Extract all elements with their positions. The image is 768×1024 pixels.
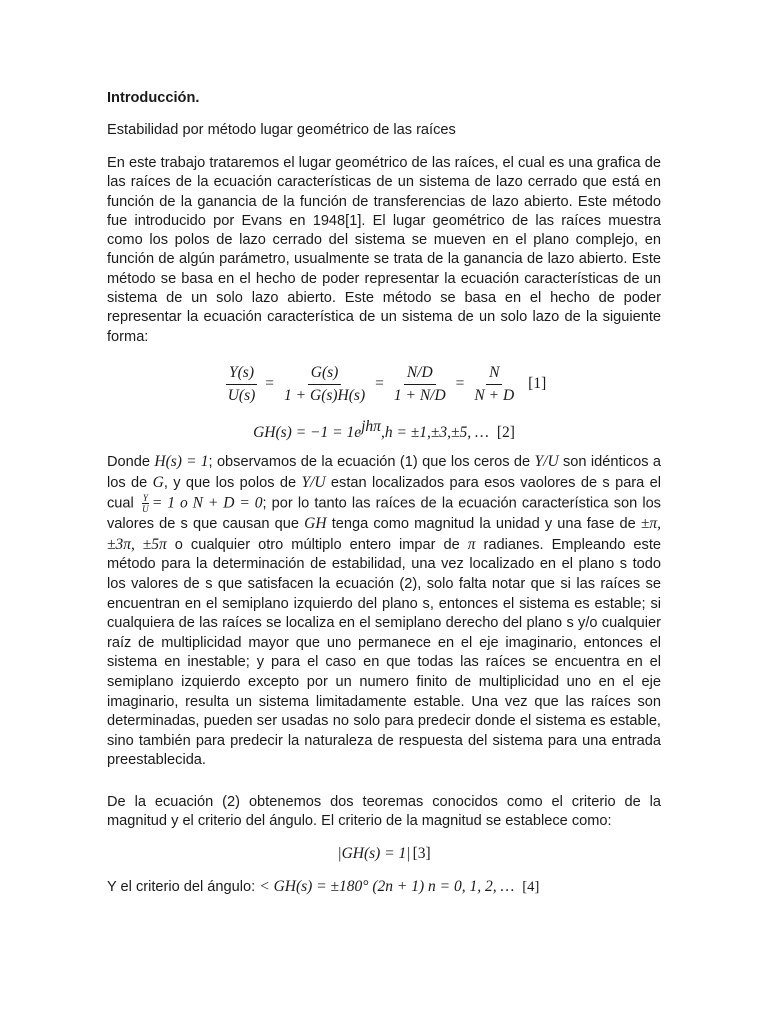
equation-tag: [2] [496,424,515,442]
inline-math: = 1 o N + D = 0 [151,494,263,512]
text-run: , y que los polos de [163,474,302,491]
fraction-n-d [391,364,449,405]
text-run: tenga como magnitud la unidad y una fase de [326,516,641,533]
equation-4-expression: < GH(s) = ±180° (2n + 1) n = 0, 1, 2, … [259,878,515,895]
text-run: ; por lo tanto las raíces de la ecuación característica son los valores de s que causan que [107,495,661,533]
inline-math: H(s) = 1 [154,453,209,470]
text-run: radianes. Empleando este método para la determinación de estabilidad, una vez localizado en el plano s todo los valores de s que satisfacen la ecuación (2), solo falta notar que si las raíces se encuentran en el semiplano izquierdo del plano s, entonces el sistema es estable; si cualquiera de las raíces se localiza en el semiplano derecho del plano s y/o cualquier raíz de multiplicidad mayor que uno permanece en el eje imaginario, entonces el sistema en inestable; y para el caso en que todas las raíces se encuentra en el semiplano izquierdo excepto por un numero finito de multiplicidad uno en el eje imaginario, resulta un sistema limitadamente estable. Una vez que las raíces son determinadas, pueden ser usadas no solo para predecir donde el sistema es estable, sino también para predecir la naturaleza de respuesta del sistema para una entrada preestablecida. [107,536,662,769]
fraction-numerator: G(s) [308,364,342,385]
fraction-denominator: N + D [474,387,515,404]
fraction-denominator: U [142,504,149,515]
paragraph-criteria: De la ecuación (2) obtenemos dos teoremas conocidos como el criterio de la magnitud y el criterio del ángulo. El criterio de la magnitud se establece como: [107,794,661,830]
fraction-numerator: Y [142,493,148,504]
equation-2-rhs: ,h = ±1,±3,±5, … [380,424,489,442]
equation-3-expression: |GH(s) = 1| [337,845,411,862]
fraction-numerator: N/D [404,364,436,385]
equation-tag: [1] [528,375,547,393]
equals-sign: = [455,375,465,393]
fraction-denominator: U(s) [227,387,256,404]
inline-math: ±π,±3π, ±5π [107,515,661,553]
equation-4-prefix: Y el criterio del ángulo: [107,879,260,895]
section-subtitle: Estabilidad por método lugar geométrico de las raíces [107,122,456,138]
fraction-numerator: N [486,364,502,385]
fraction-denominator: 1 + N/D [393,387,446,404]
inline-math: G [152,473,164,491]
inline-math: GH [304,515,327,533]
text-run: o cualquier otro múltiplo entero impar de [166,536,468,553]
equation-3 [107,845,661,863]
equation-2-exponent: jhπ [361,418,381,435]
fraction-numerator: Y(s) [226,364,257,385]
text-run: Donde [107,454,155,470]
fraction-n-over-n-plus-d [471,364,517,405]
fraction-y-over-u [225,364,259,405]
inline-math: Y/U [301,473,326,491]
text-run: ; observamos de la ecuación (1) que los ceros de [208,454,535,470]
inline-math: Y/U [534,453,559,470]
fraction-g-over-1-plus-gh [281,364,368,405]
equals-sign: = [375,375,384,393]
text-run: son idénticos a los de [107,454,661,491]
text-run: estan localizados para esos vaolores de s para el cual [107,474,662,512]
fraction-denominator: 1 + G(s)H(s) [284,387,366,404]
paragraph-root-locus [107,452,661,771]
equation-2 [107,418,661,442]
equals-sign: = [265,375,275,393]
paragraph-intro: En este trabajo trataremos el lugar geométrico de las raíces, el cual es una grafica de las raíces de la ecuación características de un sistema de lazo cerrado que está en función de la ganancia de la función de transferencias de lazo abierto. Este método fue introducido por Evans en 1948[1]. El lugar geométrico de las raíces muestra como los polos de lazo cerrado del sistema se mueven en el plano complejo, en función de algún parámetro, usualmente se trata de la ganancia de lazo abierto. Este método se basa en el hecho de poder representar la ecuación características de un sistema de un solo lazo abierto. Este método se basa en el hecho de poder representar la ecuación característica de un sistema de un solo lazo de la siguiente forma: [107,155,661,345]
equation-2-lhs: GH(s) = −1 = 1e [253,424,362,442]
section-heading: Introducción. [107,90,200,106]
inline-math: π [467,535,476,553]
equation-1 [107,364,661,405]
equation-tag: [4] [522,879,540,895]
equation-tag: [3] [412,845,431,862]
inline-fraction-y-over-u [142,493,149,514]
equation-4-line [107,878,661,896]
